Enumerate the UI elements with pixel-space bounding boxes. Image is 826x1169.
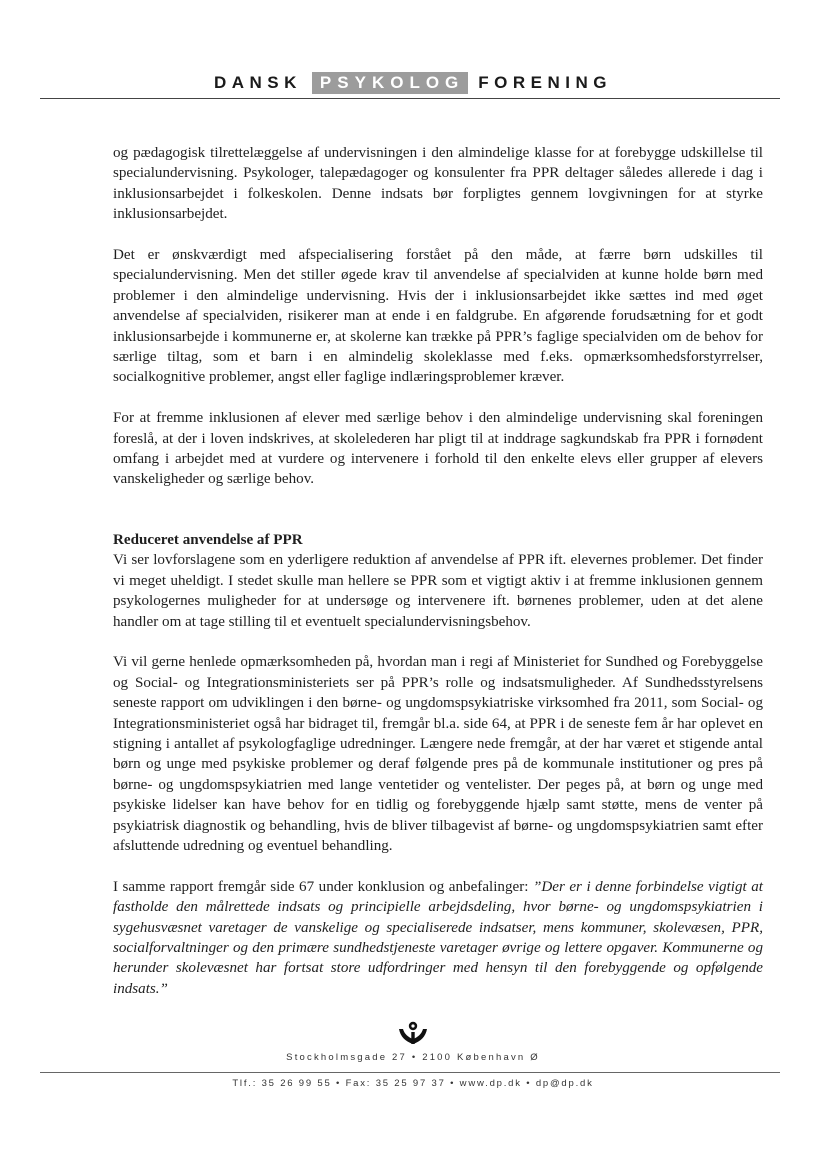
quote-text: ”Der er i denne forbindelse vigtigt at fastholde den målrettede indsats og principielle arbejdsdeling, hvor børne- og ungdomspsykiatrien i sygehusvæsnet varetager de vanskelige og specialiserede indsatser, mens kommuner, skolevæsen, PPR, socialforvaltninger og den primære sundhedstjeneste varetager øvrige og lettere opgaver. Kommunerne og herunder skolevæsnet har fortsat store udfordringer med hensyn til den forebyggende og opfølgende indsats.” [113,878,763,997]
footer-address: Stockholmsgade 27 • 2100 København Ø [286,1052,540,1063]
header-rule [40,98,780,99]
paragraph-specialisation: Det er ønskværdigt med afspecialisering forstået på den måde, at færre børn udskilles til specialundervisning. Men det stiller øgede krav til anvendelse af specialviden at kunne holde børn med problemer i den almindelige undervisning. Hvis der i inklusionsarbejdet ikke sættes ind med øget anvendelse af specialviden, risikerer man at ende i en faldgrube. En afgørende forudsætning for et godt inklusionsarbejde i kommunerne er, at skolerne kan trække på PPR’s faglige specialviden om de behov for særlige tiltag, som et barn i en almindelig skoleklasse med f.eks. opmærksomhedsforstyrrelser, socialkognitive problemer, angst eller faglige indlæringsproblemer kræver. [113,247,763,386]
dp-logo-icon [398,1020,428,1046]
letterhead-psykolog: PSYKOLOG [312,72,468,94]
letterhead-forening: FORENING [478,73,613,92]
quote-intro: I samme rapport fremgår side 67 under konklusion og anbefalinger: [113,878,533,895]
section-heading: Reduceret anvendelse af PPR [113,531,303,548]
paragraph-report: Vi vil gerne henlede opmærksomheden på, hvordan man i regi af Ministeriet for Sundhed og Forebyggelse og Social- og Integrationsministeriets ser på PPR’s rolle og indsatsmuligheder. Af Sundhedsstyrelsens seneste rapport om udviklingen i den børne- og ungdomspsykiatriske virksomhed fra 2011, som Social- og Integrationsministeriet også har bidraget til, fremgår bl.a. side 64, at PPR i de seneste fem år har oplevet en stigning i antallet af psykologfaglige udredninger. Længere nede fremgår, at der har været et stigende antal børn og unge med psykiske problemer og deraf følgende pres på de kommunale institutioner og pres på børne- og ungdomspsykiatrien med lange ventetider og ventelister. Der peges på, at børn og unge med psykiske lidelser kan have behov for en tidlig og forebyggende hjælp samt støtte, mens de venter på psykiatrisk diagnostik og behandling, hvis de bliver tilbagevist af børne- og ungdomspsykiatrien samt efter afsluttende udredning og eventuel behandling. [113,654,763,854]
letterhead [0,72,826,94]
paragraph-inclusion-intro: og pædagogisk tilrettelæggelse af undervisningen i den almindelige klasse for at forebygge udskillelse til specialundervisning. Psykologer, talepædagoger og konsulenter fra PPR deltager således allerede i dag i inklusionsarbejdet i folkeskolen. Denne indsats bør forpligtes gennem lovgivningen for at styrke inklusionsarbejdet. [113,145,763,223]
paragraph-proposal: For at fremme inklusionen af elever med særlige behov i den almindelige undervisning skal foreningen foreslå, at der i loven indskrives, at skolelederen har pligt til at inddrage sagkundskab fra PPR i fornødent omfang i arbejdet med at vurdere og intervenere i forhold til den enkelte elevs eller grupper af elevers vanskeligheder og særlige behov. [113,410,763,488]
footer-contact: Tlf.: 35 26 99 55 • Fax: 35 25 97 37 • www.dp.dk • dp@dp.dk [232,1078,594,1089]
paragraph-quote [113,877,763,999]
footer-rule [40,1072,780,1073]
document-body [113,143,763,1020]
letterhead-dansk: DANSK [213,73,302,92]
paragraph-reduction: Vi ser lovforslagene som en yderligere reduktion af anvendelse af PPR ift. elevernes problemer. Det finder vi meget uheldigt. I stedet skulle man hellere se PPR som et vigtigt aktiv i at fremme inklusionen gennem psykologernes muligheder for at undersøge og intervenere ift. børnenes problemer, uden at det alene handler om at tage stilling til et eventuelt specialundervisningsbehov. [113,552,763,630]
